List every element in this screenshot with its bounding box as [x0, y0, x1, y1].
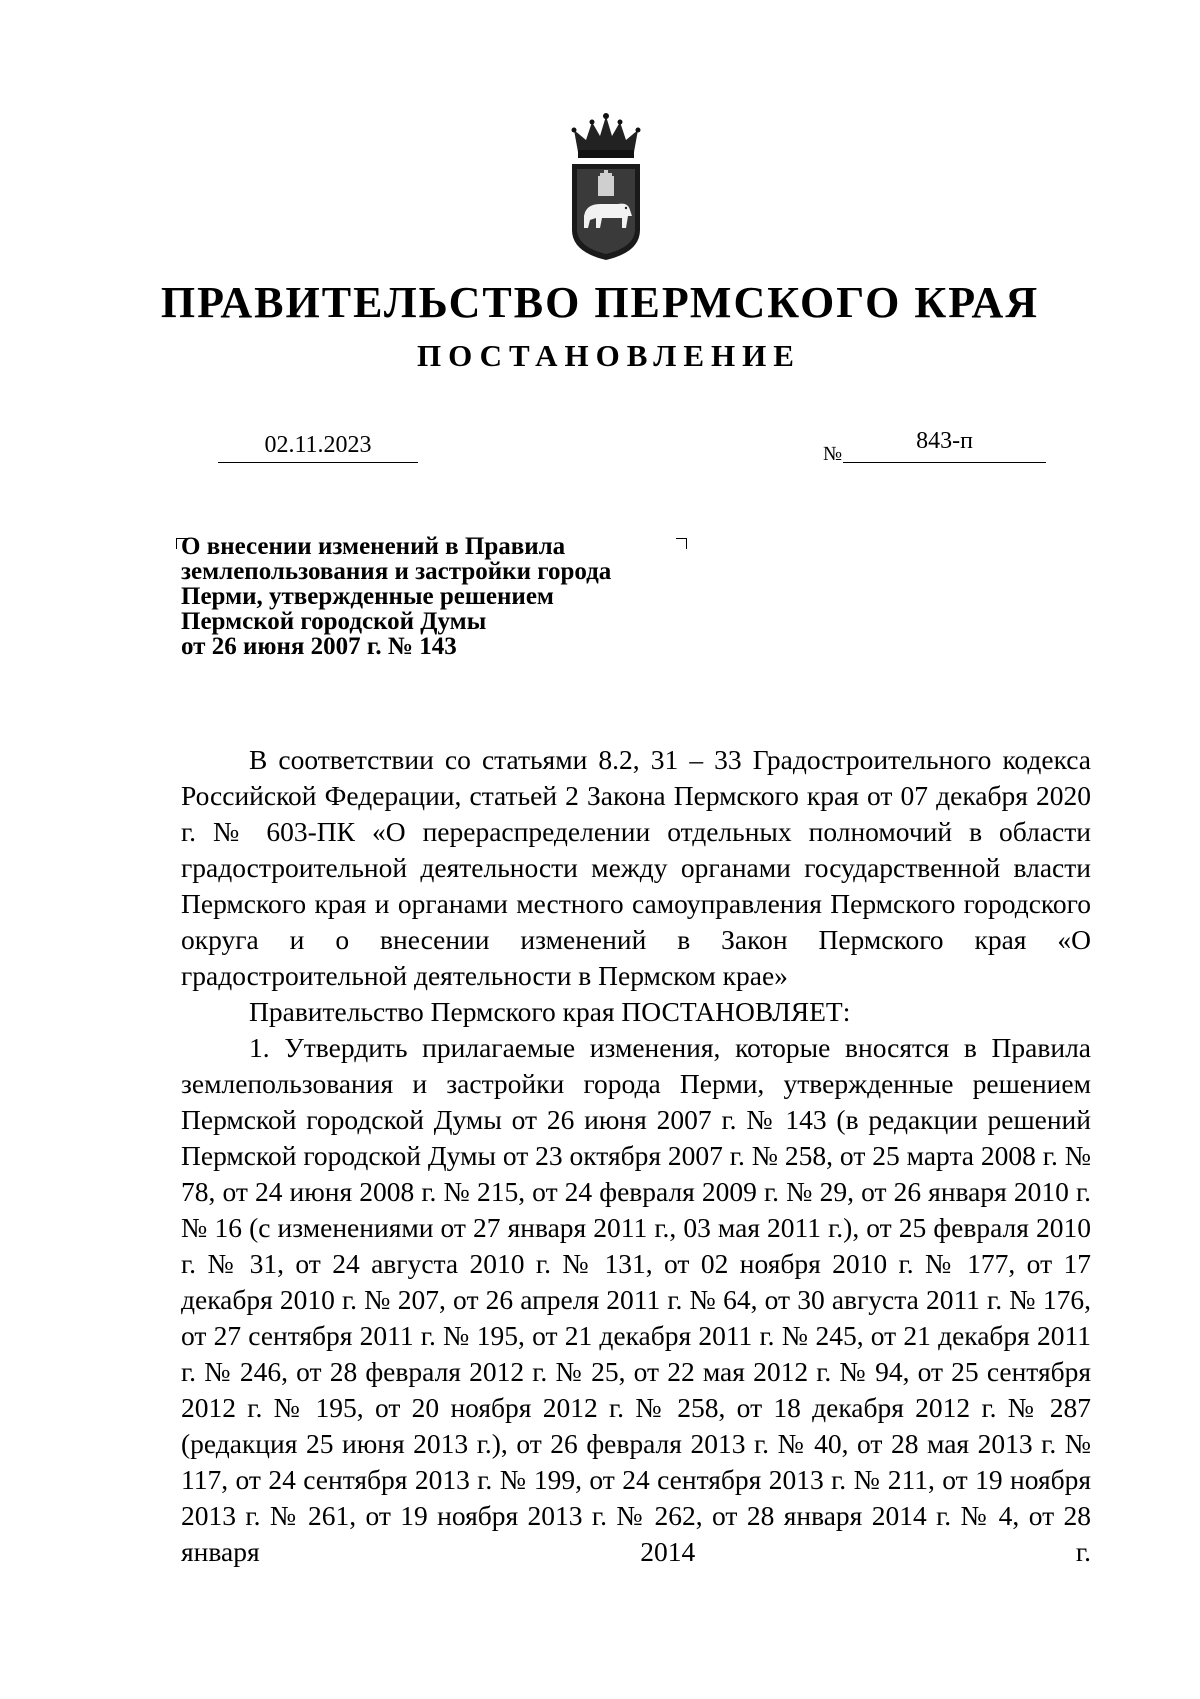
subject-line: О внесении изменений в Правила	[181, 533, 566, 560]
subject-line: от 26 июня 2007 г. № 143	[181, 633, 457, 660]
subject-line: Пермской городской Думы	[181, 608, 487, 635]
organization-title: ПРАВИТЕЛЬСТВО ПЕРМСКОГО КРАЯ	[160, 278, 1040, 327]
item-1-paragraph: 1. Утвердить прилагаемые изменения, которые вносятся в Правила землепользования и застройки города Перми, утвержденные решением Пермской городской Думы от 26 июня 2007 г. № 143 (в редакции решений Пермской городской Думы от 23 октября 2007 г. № 258, от 25 марта 2008 г. № 78, от 24 июня 2008 г. № 215, от 24 февраля 2009 г. № 29, от 26 января 2010 г. № 16 (с изменениями от 27 января 2011 г., 03 мая 2011 г.), от 25 февраля 2010 г. № 31, от 24 августа 2010 г. № 131, от 02 ноября 2010 г. № 177, от 17 декабря 2010 г. № 207, от 26 апреля 2011 г. № 64, от 30 августа 2011 г. № 176, от 27 сентября 2011 г. № 195, от 21 декабря 2011 г. № 245, от 21 декабря 2011 г. № 246, от 28 февраля 2012 г. № 25, от 22 мая 2012 г. № 94, от 25 сентября 2012 г. № 195, от 20 ноября 2012 г. № 258, от 18 декабря 2012 г. № 287 (редакция 25 июня 2013 г.), от 26 февраля 2013 г. № 40, от 28 мая 2013 г. № 117, от 24 сентября 2013 г. № 199, от 24 сентября 2013 г. № 211, от 19 ноября 2013 г. № 261, от 19 ноября 2013 г. № 262, от 28 января 2014 г. № 4, от 28 января 2014 г.	[181, 1032, 1091, 1567]
preamble-paragraph: В соответствии со статьями 8.2, 31 – 33 Градостроительного кодекса Российской Федерации, статьей 2 Закона Пермского края от 07 декабря 2020 г. № 603-ПК «О перераспределении отдельных полномочий в области градостроительной деятельности между органами государственной власти Пермского края и органами местного самоуправления Пермского городского округа и о внесении изменений в Закон Пермского края «О градостроительной деятельности в Пермском крае»	[181, 744, 1091, 991]
document-type-title: ПОСТАНОВЛЕНИЕ	[417, 338, 801, 373]
subject-line: землепользования и застройки города	[181, 558, 612, 585]
document-date: 02.11.2023	[218, 428, 418, 463]
document-number: 843-п	[843, 426, 1046, 463]
perm-krai-coat-of-arms-icon	[568, 112, 644, 262]
document-body	[181, 742, 1091, 1570]
number-sign: №	[823, 443, 843, 465]
document-subject	[181, 534, 701, 659]
subject-line: Перми, утвержденные решением	[181, 583, 554, 610]
resolves-paragraph: Правительство Пермского края ПОСТАНОВЛЯЕТ:	[249, 996, 851, 1027]
